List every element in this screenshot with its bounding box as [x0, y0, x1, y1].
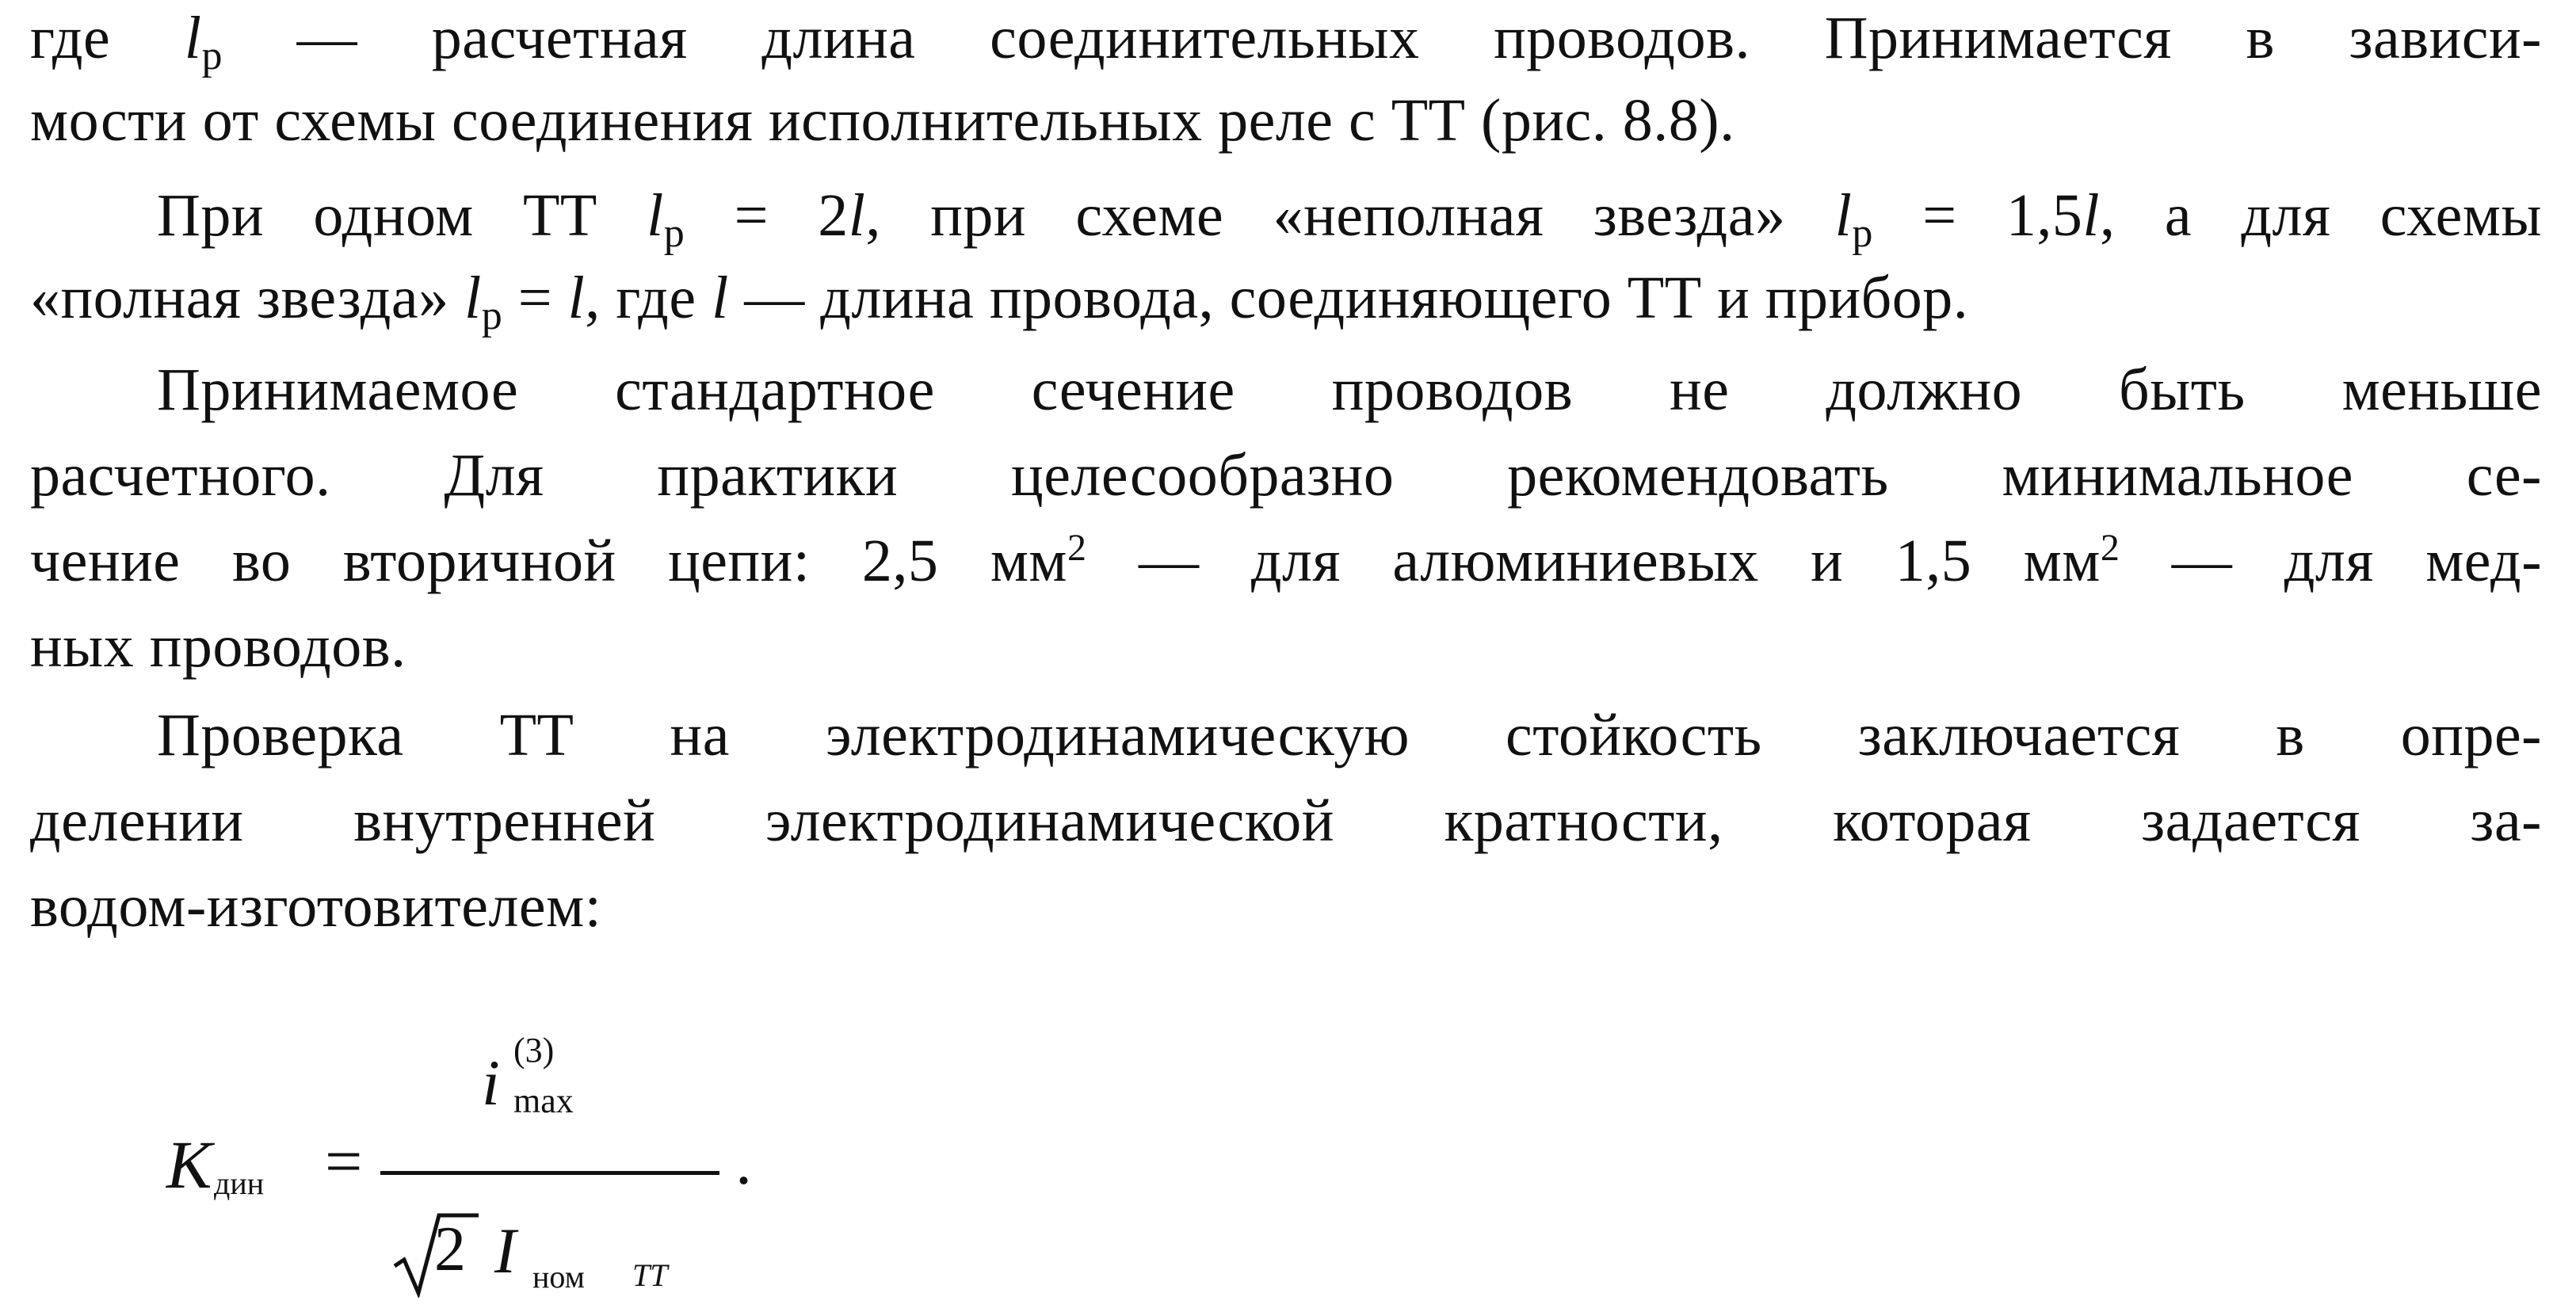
text: = 1,5	[1872, 182, 2083, 249]
subscript: р	[1852, 211, 1873, 256]
text: , где	[585, 265, 712, 331]
formula-denominator-subscript: ном	[532, 1259, 585, 1295]
paragraph-3-line-4	[30, 608, 2542, 685]
text: расчетного. Для практики целесообразно рекомендовать минимальное се-	[30, 442, 2542, 509]
variable-l: l	[567, 265, 586, 331]
subscript: р	[481, 293, 503, 338]
text: =	[502, 265, 568, 331]
paragraph-3-line-3	[30, 523, 2542, 607]
formula-numerator-symbol: i	[482, 1047, 500, 1119]
text: водом-изготовителем:	[30, 873, 602, 940]
formula-lhs-symbol: K	[166, 1127, 212, 1203]
text: — расчетная длина соединительных проводов. Принимается в зависи-	[223, 5, 2542, 71]
paragraph-3-line-2	[30, 437, 2542, 513]
variable-l: l	[184, 5, 202, 71]
formula-numerator-subscript: max	[513, 1081, 574, 1120]
text: — длина провода, соединяющего ТТ и прибор.	[728, 265, 1969, 331]
text: , при схеме «неполная звезда»	[865, 182, 1835, 249]
text: При одном ТТ	[157, 182, 647, 249]
variable-l: l	[712, 265, 729, 331]
text: делении внутренней электродинамической кратности, которая задается за-	[30, 788, 2542, 854]
formula-denominator-subscript-tt: TT	[632, 1257, 668, 1293]
paragraph-2-line-2	[30, 260, 2542, 343]
variable-l: l	[647, 182, 664, 249]
fraction-bar	[380, 1171, 719, 1175]
formula-denominator-coefficient: 2	[434, 1215, 466, 1284]
variable-l: l	[1834, 182, 1853, 249]
paragraph-2-line-1	[157, 177, 2542, 261]
text: Проверка ТТ на электродинамическую стойкость заключается в опре-	[157, 702, 2542, 769]
text: где	[30, 5, 185, 71]
formula-denominator-symbol: I	[494, 1215, 517, 1287]
superscript: 2	[1067, 527, 1087, 569]
text: мости от схемы соединения исполнительных реле с ТТ (рис. 8.8).	[30, 87, 1735, 154]
text: «полная звезда»	[30, 265, 465, 331]
formula-lhs-subscript: дин	[214, 1165, 265, 1201]
text: — для мед-	[2120, 528, 2542, 594]
variable-l: l	[464, 265, 482, 331]
subscript: р	[201, 33, 223, 78]
text: , а для схемы	[2100, 182, 2542, 249]
variable-l: l	[2082, 182, 2101, 249]
subscript: р	[663, 211, 685, 256]
text: чение во вторичной цепи: 2,5 мм	[30, 528, 1068, 594]
text: = 2	[685, 182, 849, 249]
formula-k-din	[166, 1030, 800, 1299]
text: ных проводов.	[30, 613, 406, 680]
paragraph-4-line-3	[30, 868, 2542, 944]
text: — для алюминиевых и 1,5 мм	[1086, 528, 2101, 594]
paragraph-1-line-2	[30, 82, 2542, 158]
paragraph-1-line-1	[30, 0, 2542, 83]
superscript: 2	[2100, 527, 2120, 569]
formula-numerator-superscript: (3)	[513, 1031, 555, 1070]
paragraph-4-line-2	[30, 783, 2542, 859]
formula-equals: =	[325, 1125, 363, 1199]
variable-l: l	[848, 182, 866, 249]
text: Принимаемое стандартное сечение проводов не должно быть меньше	[157, 357, 2542, 423]
paragraph-4-line-1	[157, 697, 2542, 773]
paragraph-3-line-1	[157, 352, 2542, 428]
formula-end-period: .	[735, 1125, 752, 1199]
